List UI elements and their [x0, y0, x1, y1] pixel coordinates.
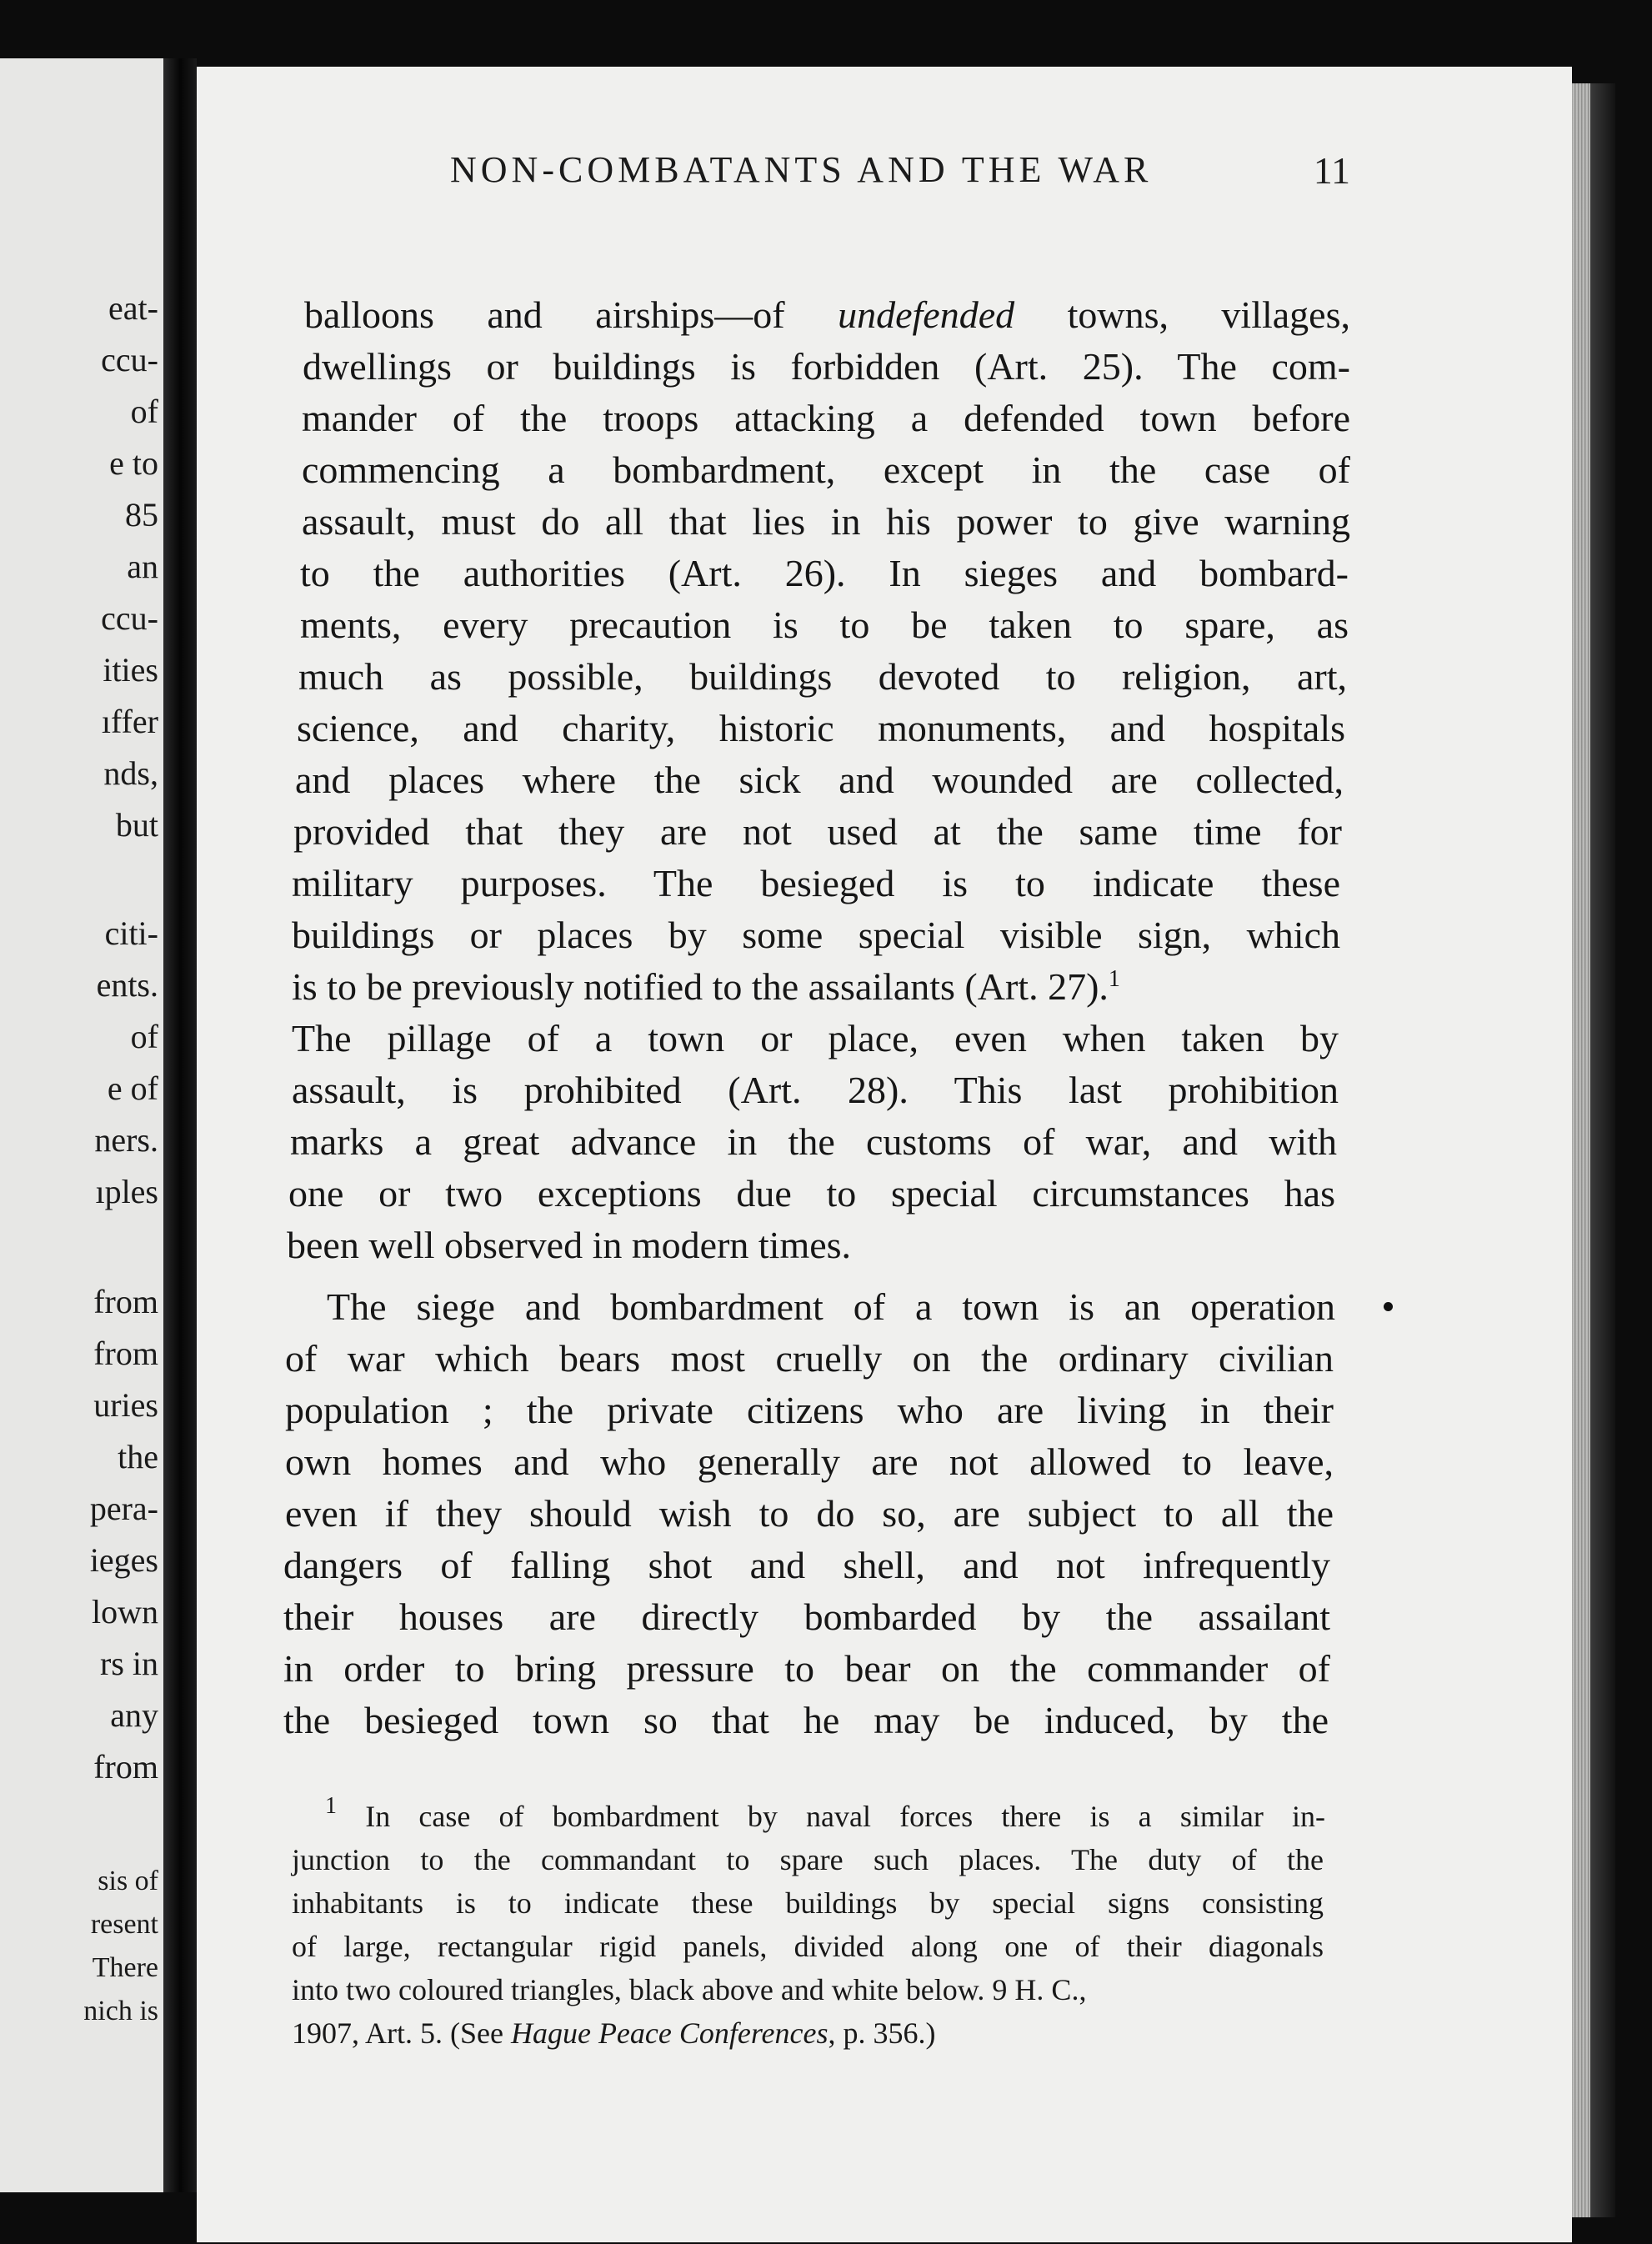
footnote-marker: 1 — [325, 1793, 337, 1819]
left-fragment: e of — [107, 1069, 158, 1107]
body-line: even if they should wish to do so, are subject to all the — [285, 1492, 1334, 1535]
body-line: dangers of falling shot and shell, and not infrequently — [283, 1544, 1330, 1586]
left-fragment: nds, — [103, 754, 158, 792]
previous-page-fragment — [0, 58, 167, 2192]
scan-speck — [1384, 1302, 1393, 1311]
left-fragment: but — [115, 806, 158, 844]
running-header — [250, 148, 1359, 207]
page-number: 11 — [1313, 149, 1350, 192]
book-gutter — [163, 58, 197, 2192]
body-line: mander of the troops attacking a defended town before — [302, 397, 1350, 439]
body-line: in order to bring pressure to bear on the commander of — [283, 1647, 1330, 1690]
body-line: been well observed in modern times. — [287, 1224, 852, 1266]
left-fragment: rs in — [100, 1645, 158, 1682]
body-line: military purposes. The besieged is to indicate these — [292, 862, 1340, 904]
body-line: science, and charity, historic monuments, and hospitals — [297, 707, 1345, 749]
left-fragment: ccu- — [101, 599, 158, 637]
body-line: balloons and airships—of undefended towns, villages, — [304, 293, 1350, 336]
footnote-line: of large, rectangular rigid panels, divided along one of their diagonals — [292, 1930, 1324, 1963]
body-line: and places where the sick and wounded are collected, — [295, 759, 1344, 801]
body-line: dwellings or buildings is forbidden (Art. 25). The com- — [303, 345, 1350, 388]
body-line: is to be previously notified to the assailants (Art. 27).$^1$ — [292, 965, 1120, 1008]
left-fragment: nich is — [83, 1996, 158, 2026]
left-fragment: ccu- — [101, 341, 158, 378]
left-fragment: resent — [90, 1909, 158, 1940]
left-fragment: 85 — [125, 496, 158, 533]
body-line: assault, must do all that lies in his power to give warning — [302, 500, 1350, 543]
left-fragment: any — [110, 1696, 158, 1734]
body-line: own homes and who generally are not allowed to leave, — [285, 1440, 1334, 1483]
body-line: the besieged town so that he may be induced, by the — [283, 1699, 1329, 1741]
left-fragment: lown — [92, 1593, 158, 1630]
page-block-edge — [1572, 83, 1590, 2217]
body-line: to the authorities (Art. 26). In sieges and bombard- — [300, 552, 1349, 594]
body-line: The pillage of a town or place, even when taken by — [292, 1017, 1339, 1059]
running-title: NON-COMBATANTS AND THE WAR — [450, 149, 1153, 190]
left-fragment: eat- — [108, 289, 158, 327]
left-fragment: citi- — [104, 914, 158, 952]
body-line: marks a great advance in the customs of war, and with — [290, 1120, 1337, 1163]
left-fragment: ıples — [95, 1173, 158, 1210]
body-line: population ; the private citizens who are living in their — [285, 1389, 1334, 1431]
footnote-line: $^1$ In case of bombardment by naval forces there is a similar in- — [325, 1793, 1326, 1833]
body-line: commencing a bombardment, except in the case of — [302, 448, 1350, 491]
body-line: of war which bears most cruelly on the ordinary civilian — [285, 1337, 1334, 1380]
body-line: buildings or places by some special visible sign, which — [292, 914, 1340, 956]
footnote-line: into two coloured triangles, black above and white below. 9 H. C., — [292, 1973, 1087, 2006]
body-line: one or two exceptions due to special circumstances has — [288, 1172, 1335, 1215]
emphasis: undefended — [838, 293, 1015, 336]
left-fragment: sis of — [98, 1866, 158, 1896]
cited-work-title: Hague Peace Conferences — [510, 2016, 829, 2050]
binding-edge — [1590, 83, 1615, 2217]
left-fragment: ıffer — [101, 703, 158, 740]
left-fragment: pera- — [89, 1490, 158, 1527]
body-line: assault, is prohibited (Art. 28). This last prohibition — [292, 1069, 1339, 1111]
left-fragment: uries — [93, 1386, 158, 1424]
left-fragment: the — [118, 1438, 158, 1475]
left-fragment: ents. — [96, 966, 158, 1004]
footnote-line: inhabitants is to indicate these buildings by special signs consisting — [292, 1886, 1324, 1920]
footnote-reference[interactable]: 1 — [1108, 966, 1120, 992]
left-fragment: from — [93, 1335, 158, 1372]
left-fragment: of — [130, 1018, 158, 1055]
left-fragment: an — [127, 548, 158, 585]
body-line: provided that they are not used at the same time for — [293, 810, 1342, 853]
footnote-line: junction to the commandant to spare such places. The duty of the — [292, 1843, 1324, 1876]
body-line: much as possible, buildings devoted to religion, art, — [298, 655, 1347, 698]
left-fragment: e to — [109, 444, 158, 482]
left-fragment: from — [93, 1748, 158, 1786]
left-fragment: ieges — [89, 1541, 158, 1579]
left-fragment: ners. — [94, 1121, 158, 1159]
body-line: ments, every precaution is to be taken to spare, as — [300, 604, 1349, 646]
left-fragment: ities — [103, 651, 158, 689]
left-fragment: from — [93, 1283, 158, 1320]
body-line: The siege and bombardment of a town is an operation — [327, 1285, 1335, 1328]
footnote-line: 1907, Art. 5. (See Hague Peace Conferences, p. 356.) — [292, 2016, 936, 2050]
body-line: their houses are directly bombarded by the assailant — [283, 1595, 1330, 1638]
left-fragment: There — [92, 1952, 158, 1983]
left-fragment: of — [130, 393, 158, 430]
